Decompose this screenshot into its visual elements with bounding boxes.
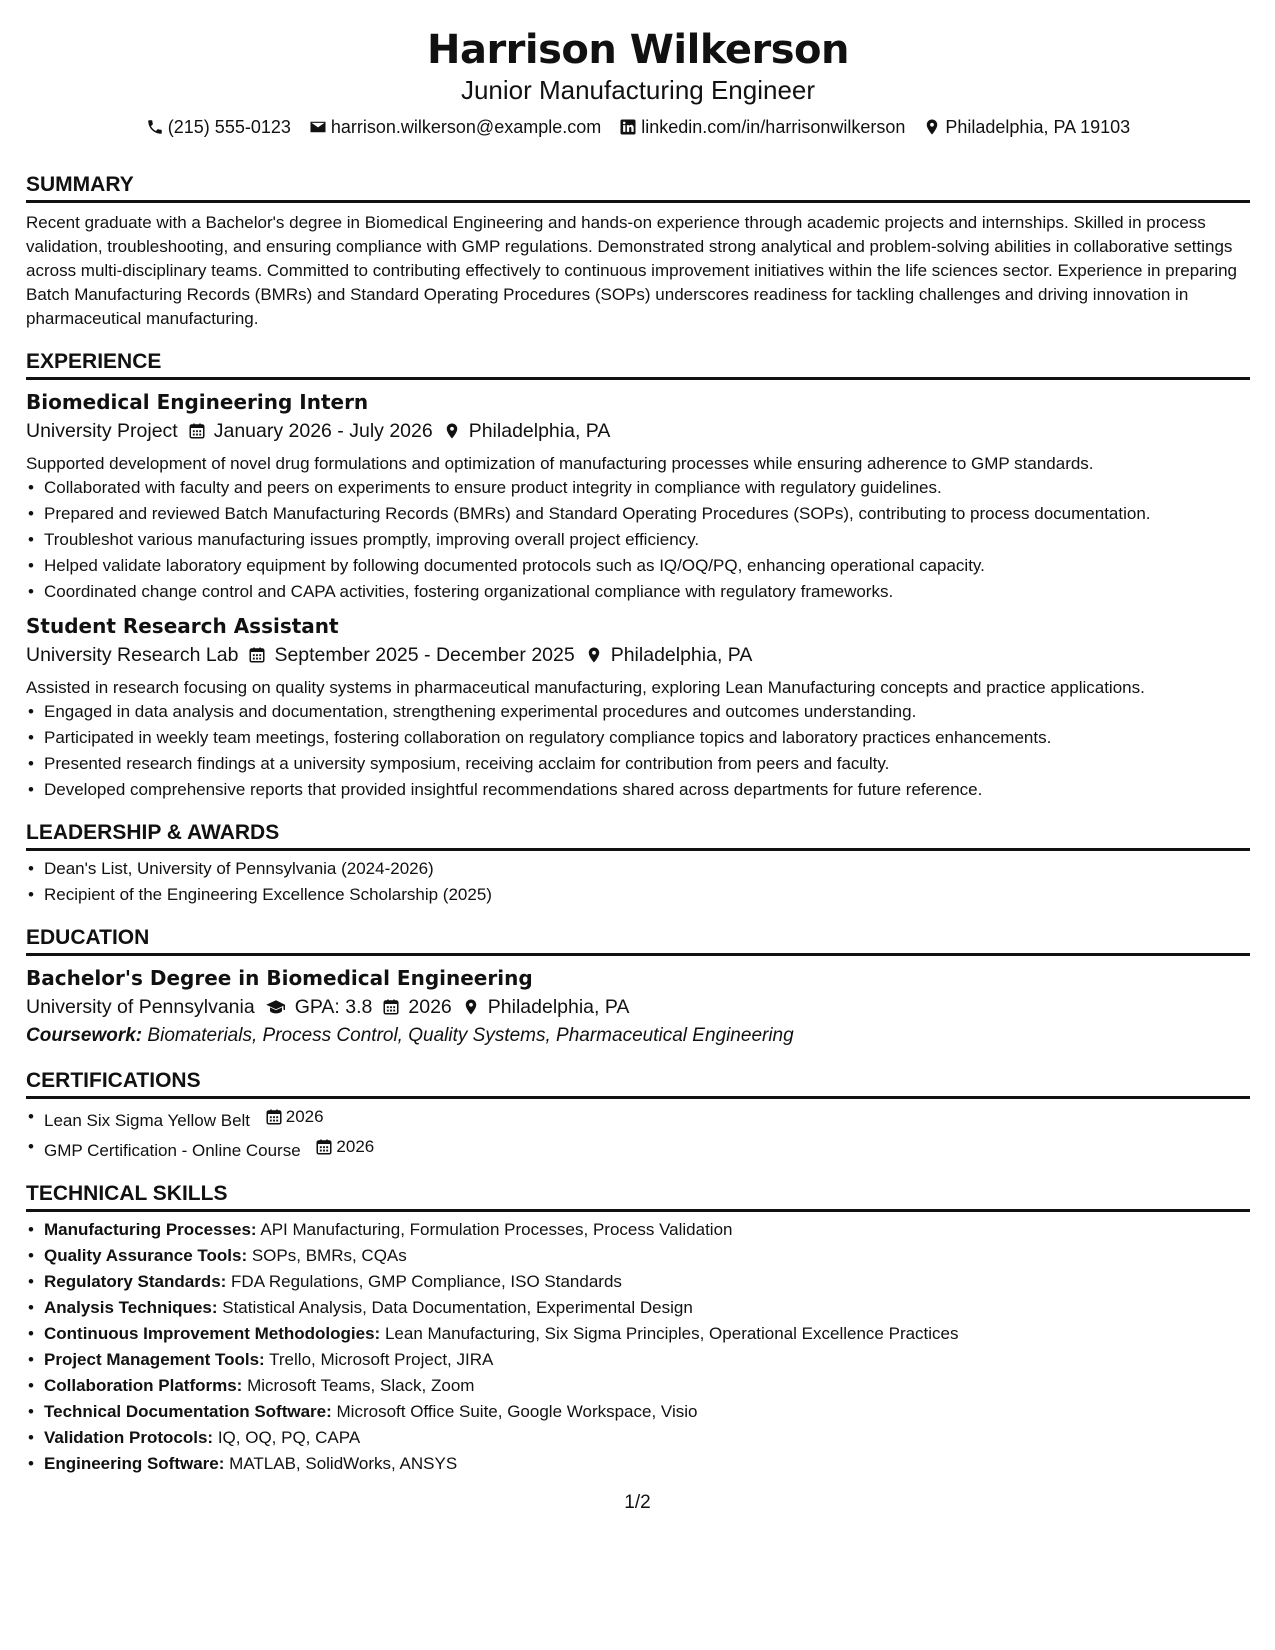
summary-text: Recent graduate with a Bachelor's degree in Biomedical Engineering and hands-on experience through academic projects and internships. Skilled in process validation, troubleshooting, and ensuring compliance with GMP regulations. Demonstrated strong analytical and problem-solving abilities in collaborative settings across multi-disciplinary teams. Committed to contributing effectively to continuous improvement initiatives within the life sciences sector. Experience in preparing Batch Manufacturing Records (BMRs) and Standard Operating Procedures (SOPs) underscores readiness for tackling challenges and driving innovation in pharmaceutical manufacturing. [26, 213, 1238, 328]
education-location: Philadelphia, PA [462, 992, 630, 1022]
contact-linkedin[interactable] [619, 114, 905, 140]
list-item: • GMP Certification - Online Course 2026 [26, 1135, 1250, 1163]
location-pin-icon [462, 998, 480, 1016]
school-name: University of Pennsylvania [26, 996, 255, 1018]
job-org: University Research Lab [26, 644, 239, 666]
email-text: harrison.wilkerson@example.com [330, 117, 602, 137]
education-year: 2026 [382, 992, 451, 1022]
location-pin-icon [443, 422, 461, 440]
calendar-icon [265, 1108, 283, 1126]
summary-heading: SUMMARY [26, 172, 1250, 203]
job-meta [26, 416, 1250, 446]
job-entry [26, 612, 1250, 802]
location-pin-icon [923, 118, 941, 136]
cert-date: 2026 [265, 1105, 324, 1129]
education-heading: EDUCATION [26, 925, 1250, 956]
list-item: • Participated in weekly team meetings, fostering collaboration on regulatory compliance topics and laboratory practices enhancements. [26, 726, 1250, 750]
education-gpa: GPA: 3.8 [265, 992, 373, 1022]
job-entry [26, 388, 1250, 604]
list-item: • Regulatory Standards: FDA Regulations, GMP Compliance, ISO Standards [26, 1270, 1250, 1294]
list-item: • Recipient of the Engineering Excellence Scholarship (2025) [26, 883, 1250, 907]
list-item: • Engineering Software: MATLAB, SolidWorks, ANSYS [26, 1452, 1250, 1476]
experience-heading: EXPERIENCE [26, 349, 1250, 380]
job-dates: September 2025 - December 2025 [248, 640, 574, 670]
job-description: Supported development of novel drug formulations and optimization of manufacturing processes while ensuring adherence to GMP standards. [26, 454, 1094, 473]
location-pin-icon [585, 646, 603, 664]
education-meta [26, 992, 1250, 1022]
job-title: Student Research Assistant [26, 614, 339, 638]
degree-title: Bachelor's Degree in Biomedical Engineering [26, 966, 533, 990]
resume-page [26, 0, 1250, 1478]
phone-text: (215) 555-0123 [167, 117, 291, 137]
list-item: • Dean's List, University of Pennsylvania (2024-2026) [26, 857, 1250, 881]
certifications-heading: CERTIFICATIONS [26, 1068, 1250, 1099]
contact-email[interactable] [309, 114, 601, 140]
coursework-label: Coursework: [26, 1025, 143, 1046]
calendar-icon [315, 1138, 333, 1156]
linkedin-text: linkedin.com/in/harrisonwilkerson [641, 117, 906, 137]
location-text: Philadelphia, PA 19103 [945, 117, 1131, 137]
cert-date: 2026 [315, 1135, 374, 1159]
list-item: • Presented research findings at a university symposium, receiving acclaim for contribution from peers and faculty. [26, 752, 1250, 776]
skills-list [26, 1218, 1250, 1476]
job-bullets [26, 700, 1250, 802]
job-title: Biomedical Engineering Intern [26, 390, 369, 414]
job-location: Philadelphia, PA [443, 416, 611, 446]
list-item: • Collaborated with faculty and peers on experiments to ensure product integrity in compliance with regulatory guidelines. [26, 476, 1250, 500]
awards-heading: LEADERSHIP & AWARDS [26, 820, 1250, 851]
list-item: • Helped validate laboratory equipment by following documented protocols such as IQ/OQ/PQ, enhancing operational capacity. [26, 554, 1250, 578]
list-item: • Collaboration Platforms: Microsoft Teams, Slack, Zoom [26, 1374, 1250, 1398]
list-item: • Quality Assurance Tools: SOPs, BMRs, CQAs [26, 1244, 1250, 1268]
list-item: • Developed comprehensive reports that provided insightful recommendations shared across departments for future reference. [26, 778, 1250, 802]
skills-heading: TECHNICAL SKILLS [26, 1181, 1250, 1212]
job-bullets [26, 476, 1250, 604]
calendar-icon [382, 998, 400, 1016]
list-item: • Troubleshot various manufacturing issues promptly, improving overall project efficiency. [26, 528, 1250, 552]
list-item: • Lean Six Sigma Yellow Belt 2026 [26, 1105, 1250, 1133]
phone-icon [146, 118, 164, 136]
list-item: • Continuous Improvement Methodologies: Lean Manufacturing, Six Sigma Principles, Operational Excellence Practices [26, 1322, 1250, 1346]
list-item: • Coordinated change control and CAPA activities, fostering organizational compliance with regulatory frameworks. [26, 580, 1250, 604]
candidate-name: Harrison Wilkerson [426, 27, 849, 73]
list-item: • Technical Documentation Software: Microsoft Office Suite, Google Workspace, Visio [26, 1400, 1250, 1424]
list-item: • Project Management Tools: Trello, Microsoft Project, JIRA [26, 1348, 1250, 1372]
contact-location [923, 114, 1130, 140]
coursework-list: Biomaterials, Process Control, Quality Systems, Pharmaceutical Engineering [147, 1025, 794, 1046]
linkedin-icon [619, 118, 637, 136]
contact-row [26, 114, 1250, 140]
list-item: • Manufacturing Processes: API Manufacturing, Formulation Processes, Process Validation [26, 1218, 1250, 1242]
resume-header [26, 0, 1250, 140]
certifications-list [26, 1105, 1250, 1163]
job-location: Philadelphia, PA [585, 640, 753, 670]
page-number: 1/2 [624, 1492, 651, 1513]
job-dates: January 2026 - July 2026 [188, 416, 433, 446]
job-meta [26, 640, 1250, 670]
job-org: University Project [26, 420, 178, 442]
candidate-role: Junior Manufacturing Engineer [460, 75, 816, 105]
awards-list [26, 857, 1250, 907]
list-item: • Validation Protocols: IQ, OQ, PQ, CAPA [26, 1426, 1250, 1450]
coursework [26, 1022, 1250, 1050]
job-description: Assisted in research focusing on quality systems in pharmaceutical manufacturing, exploring Lean Manufacturing concepts and practice applications. [26, 678, 1145, 697]
contact-phone[interactable] [146, 114, 291, 140]
list-item: • Prepared and reviewed Batch Manufacturing Records (BMRs) and Standard Operating Procedures (SOPs), contributing to process documentation. [26, 502, 1250, 526]
calendar-icon [188, 422, 206, 440]
list-item: • Analysis Techniques: Statistical Analysis, Data Documentation, Experimental Design [26, 1296, 1250, 1320]
graduation-cap-icon [265, 998, 287, 1016]
calendar-icon [248, 646, 266, 664]
list-item: • Engaged in data analysis and documentation, strengthening experimental procedures and outcomes understanding. [26, 700, 1250, 724]
envelope-icon [309, 118, 327, 136]
